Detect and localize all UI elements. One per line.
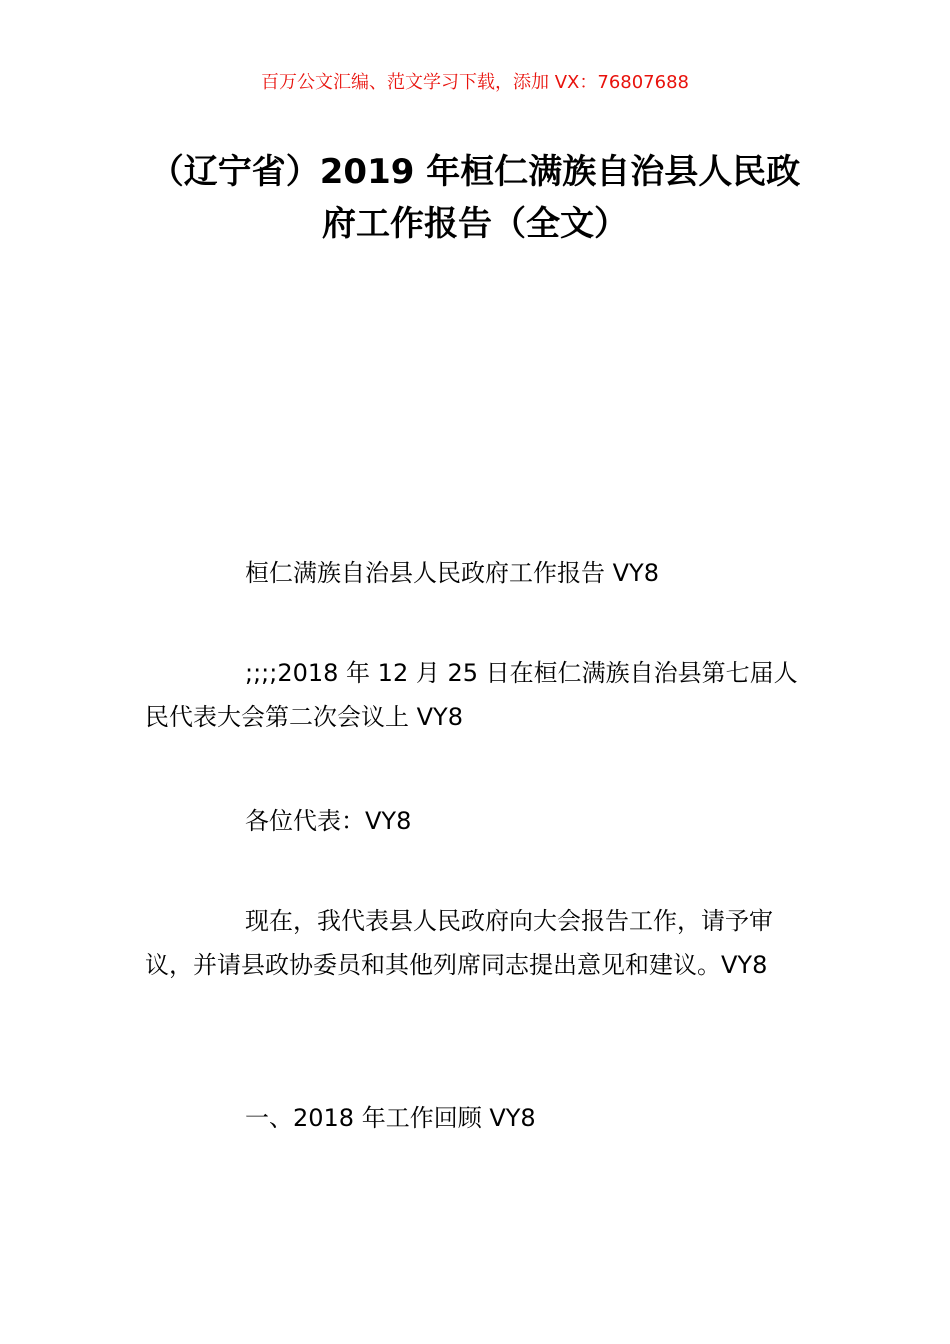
document-title [130, 146, 820, 250]
paragraph-report-name: 桓仁满族自治县人民政府工作报告 VY8 [245, 559, 659, 587]
title-line-1: （辽宁省）2019 年桓仁满族自治县人民政 [149, 152, 801, 192]
section-heading-review: 一、2018 年工作回顾 VY8 [245, 1104, 536, 1132]
paragraph-salutation: 各位代表：VY8 [245, 807, 412, 835]
title-line-2: 府工作报告（全文） [322, 204, 628, 244]
paragraph-intro: 现在，我代表县人民政府向大会报告工作，请予审议，并请县政协委员和其他列席同志提出意见和建议。VY8 [145, 907, 773, 979]
paragraph-meeting-info: ;;;;2018 年 12 月 25 日在桓仁满族自治县第七届人民代表大会第二次会议上 VY8 [145, 659, 798, 731]
header-watermark-note: 百万公文汇编、范文学习下载，添加 VX：76807688 [261, 72, 689, 93]
